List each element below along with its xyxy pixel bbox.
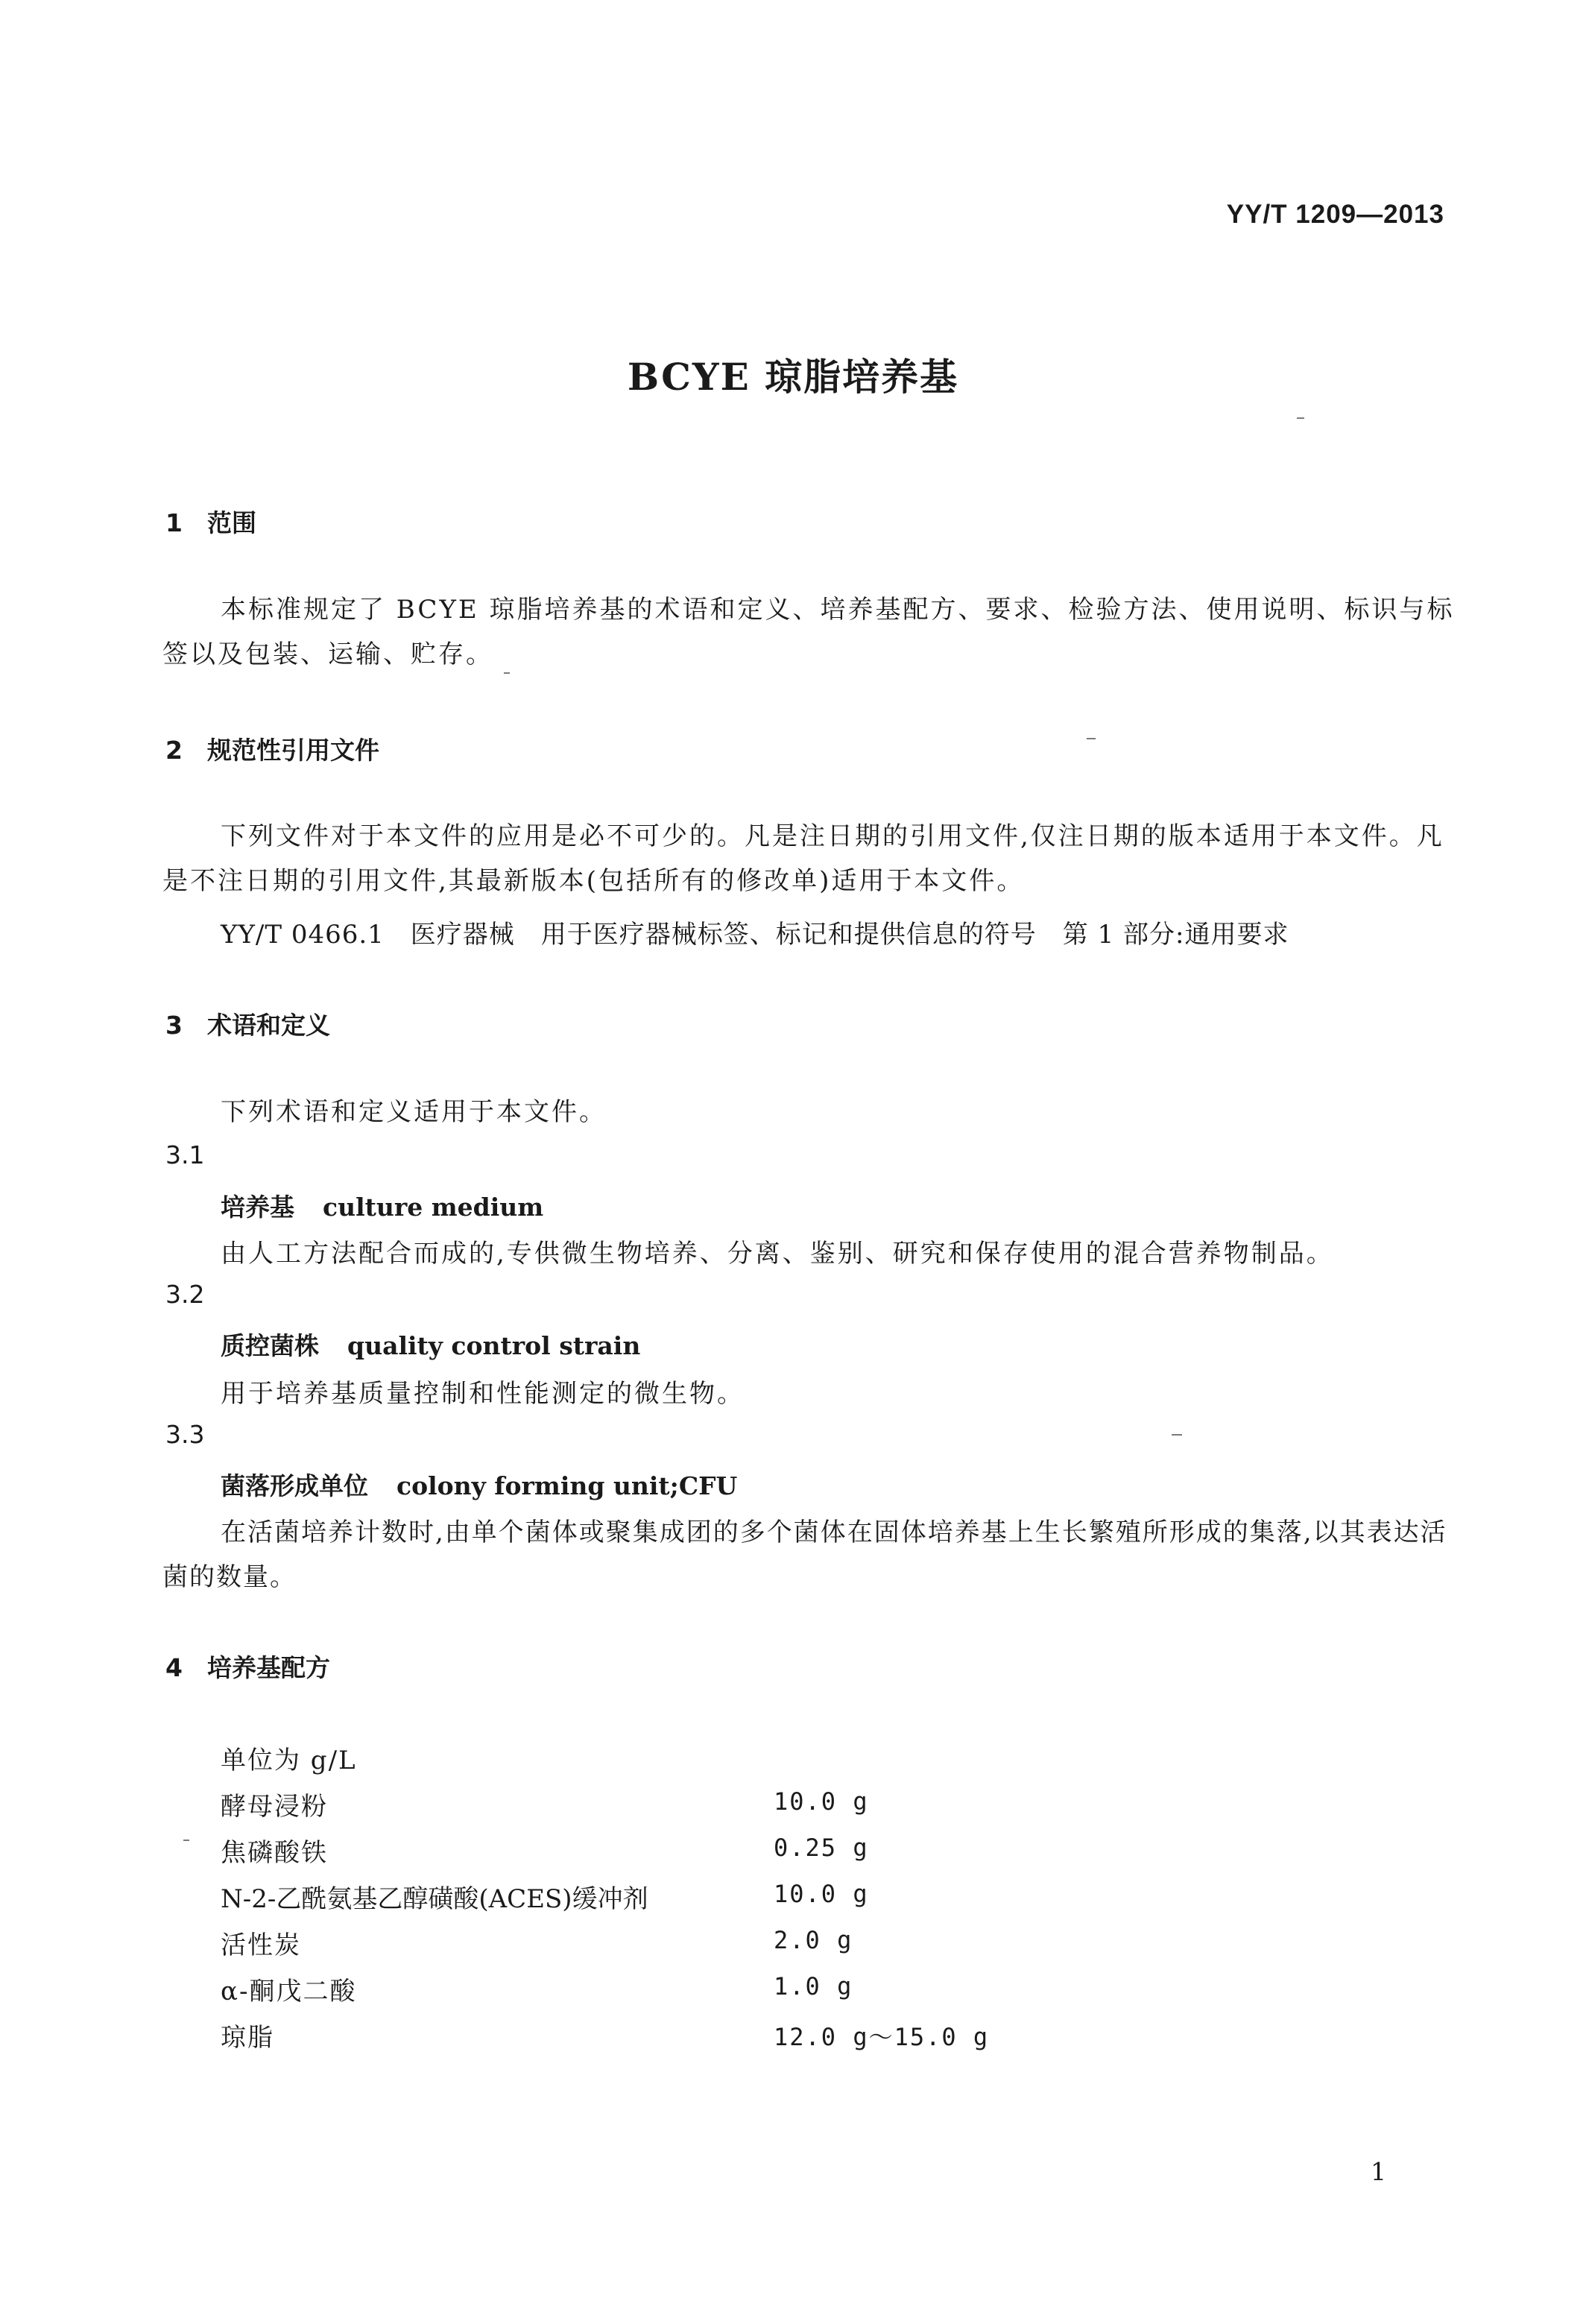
scan-speck [1172, 1434, 1182, 1436]
ingredient-amount: 2.0 g [774, 1926, 853, 1954]
section-2-text: 下列文件对于本文件的应用是必不可少的。凡是注日期的引用文件,仅注日期的版本适用于本文件。凡是不注日期的引用文件,其最新版本(包括所有的修改单)适用于本文件。 [162, 821, 1444, 896]
ingredient-name: N-2-乙酰氨基乙醇磺酸(ACES)缓冲剂 [221, 1884, 648, 1914]
ingredient-name: α-酮戊二酸 [221, 1977, 357, 2006]
section-4-heading [165, 1649, 330, 1684]
section-2-heading [165, 731, 379, 766]
section-4-number: 4 [165, 1653, 183, 1682]
normative-reference: YY/T 0466.1 医疗器械 用于医疗器械标签、标记和提供信息的符号 第 1 部分:通用要求 [221, 920, 1289, 950]
ingredient-amount: 1.0 g [774, 1972, 853, 2001]
ingredient-name: 焦磷酸铁 [221, 1838, 328, 1868]
term-chinese: 菌落形成单位 [221, 1471, 368, 1500]
ingredient-amount: 10.0 g [774, 1880, 869, 1908]
term-entry [221, 1467, 737, 1502]
section-3-heading [165, 1006, 330, 1041]
ingredient-amount: 0.25 g [774, 1834, 869, 1862]
section-1-heading [165, 504, 256, 539]
term-chinese: 培养基 [221, 1193, 294, 1222]
section-2-number: 2 [165, 736, 183, 765]
term-english: quality control strain [347, 1331, 641, 1360]
term-english: culture medium [323, 1193, 544, 1222]
scan-speck [1087, 738, 1096, 739]
ingredient-name: 琼脂 [221, 2023, 274, 2053]
section-4-title: 培养基配方 [207, 1653, 330, 1682]
term-chinese: 质控菌株 [221, 1331, 319, 1360]
section-3-intro: 下列术语和定义适用于本文件。 [221, 1097, 607, 1127]
term-definition: 用于培养基质量控制和性能测定的微生物。 [221, 1379, 745, 1409]
term-definition: 在活菌培养计数时,由单个菌体或聚集成团的多个菌体在固体培养基上生长繁殖所形成的集落,以其表达活菌的数量。 [162, 1518, 1447, 1592]
section-1-number: 1 [165, 508, 183, 537]
clause-number: 3.2 [165, 1280, 205, 1309]
section-1-title: 范围 [207, 508, 256, 537]
term-definition: 由人工方法配合而成的,专供微生物培养、分离、鉴别、研究和保存使用的混合营养物制品。 [221, 1239, 1334, 1269]
clause-number: 3.3 [165, 1420, 205, 1449]
scan-speck [504, 672, 510, 674]
scan-speck [1297, 417, 1304, 419]
term-entry [221, 1327, 640, 1362]
section-2-title: 规范性引用文件 [207, 736, 379, 765]
section-3-number: 3 [165, 1011, 183, 1040]
term-entry [221, 1188, 543, 1223]
ingredient-amount: 10.0 g [774, 1787, 869, 1816]
ingredient-name: 酵母浸粉 [221, 1792, 328, 1822]
clause-number: 3.1 [165, 1140, 205, 1169]
ingredient-amount: 12.0 g～15.0 g [774, 2023, 990, 2051]
scan-speck [183, 1840, 189, 1841]
ingredient-name: 活性炭 [221, 1930, 301, 1960]
unit-note: 单位为 g/L [221, 1746, 357, 1775]
page-number: 1 [1371, 2157, 1386, 2186]
document-number: YY/T 1209—2013 [1226, 200, 1444, 229]
term-english: colony forming unit;CFU [396, 1471, 738, 1500]
page-title: BCYE 琼脂培养基 [627, 355, 959, 399]
section-3-title: 术语和定义 [207, 1011, 330, 1040]
section-1-text: 本标准规定了 BCYE 琼脂培养基的术语和定义、培养基配方、要求、检验方法、使用说明、标识与标签以及包装、运输、贮存。 [162, 595, 1455, 669]
